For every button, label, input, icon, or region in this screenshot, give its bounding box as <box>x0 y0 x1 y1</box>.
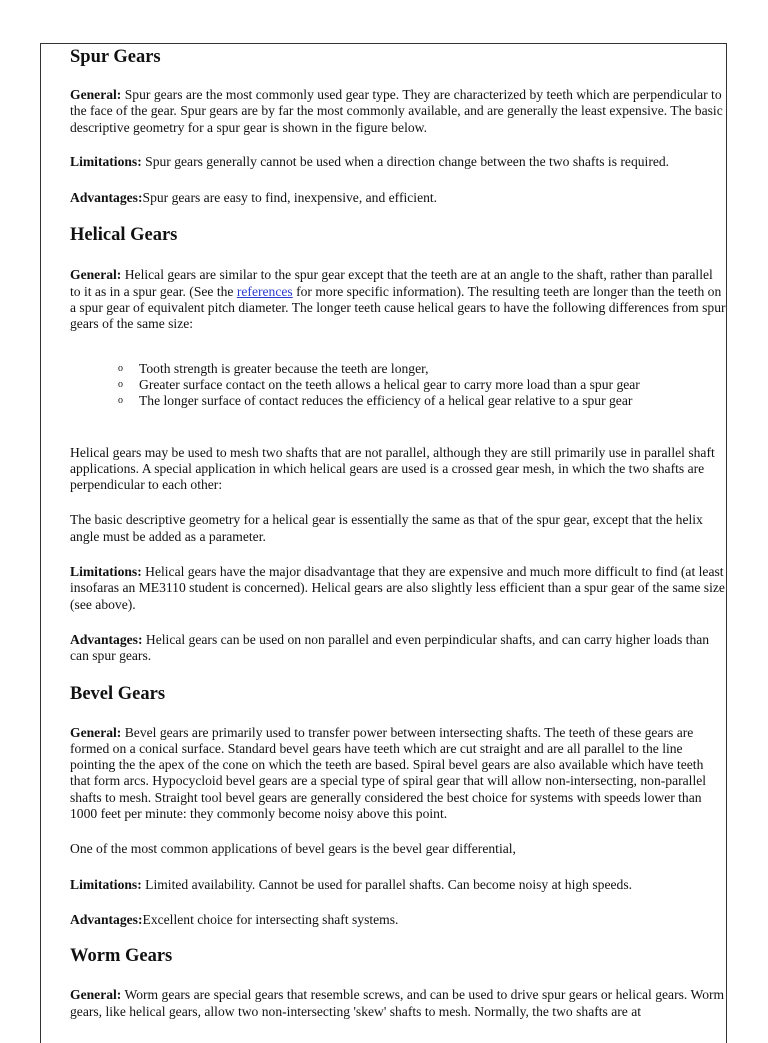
label-general: General: <box>70 987 122 1003</box>
bevel-limitations-text: Limited availability. Cannot be used for parallel shafts. Can become noisy at high speeds. <box>141 876 633 892</box>
helical-differences-list <box>70 361 726 410</box>
bullet-circle-icon: o <box>118 395 123 407</box>
bevel-limitations-paragraph <box>70 877 726 893</box>
label-advantages: Advantages: <box>70 911 143 927</box>
spur-advantages-paragraph <box>70 190 726 206</box>
label-advantages: Advantages: <box>70 631 143 647</box>
worm-general-paragraph <box>70 987 726 1020</box>
spur-advantages-text: Spur gears are easy to find, inexpensive, and efficient. <box>142 190 438 206</box>
spur-general-text: Spur gears are the most commonly used gear type. They are characterized by teeth which are perpendicular to the face of the gear. Spur gears are by far the most commonly available, and are generally the least expensive. The basic descriptive geometry for a spur gear is shown in the figure below. <box>70 87 723 135</box>
bevel-general-paragraph <box>70 725 726 823</box>
label-limitations: Limitations: <box>70 153 142 169</box>
label-general: General: <box>70 724 122 740</box>
helical-advantages-paragraph <box>70 632 726 665</box>
document-page <box>40 43 727 1043</box>
spur-limitations-text: Spur gears generally cannot be used when a direction change between the two shafts is required. <box>141 153 670 169</box>
helical-paragraph-crossed-mesh: Helical gears may be used to mesh two shafts that are not parallel, although they are still primarily use in parallel shaft applications. A special application in which helical gears are used is a crossed gear mesh, in which the two shafts are perpendicular to each other: <box>70 444 715 493</box>
document-content <box>70 46 726 1020</box>
helical-limitations-paragraph <box>70 564 726 613</box>
bevel-paragraph-differential: One of the most common applications of bevel gears is the bevel gear differential, <box>70 841 516 857</box>
list-item-text: Greater surface contact on the teeth allows a helical gear to carry more load than a spur gear <box>139 376 640 392</box>
bullet-circle-icon: o <box>118 362 123 374</box>
section-heading-bevel-gears: Bevel Gears <box>70 683 166 704</box>
section-heading-spur-gears: Spur Gears <box>70 47 161 67</box>
bullet-circle-icon: o <box>118 378 123 390</box>
bevel-advantages-paragraph <box>70 912 726 928</box>
label-limitations: Limitations: <box>70 876 142 892</box>
label-general: General: <box>70 87 122 102</box>
list-item-text: Tooth strength is greater because the teeth are longer, <box>139 360 429 376</box>
label-general: General: <box>70 267 122 283</box>
spur-general-paragraph <box>70 87 726 136</box>
label-limitations: Limitations: <box>70 564 142 580</box>
section-heading-helical-gears: Helical Gears <box>70 225 178 246</box>
references-link[interactable]: references <box>236 283 293 299</box>
helical-general-text-1: Helical gears are similar to the spur gear except that the teeth are at an angle to the shaft, rather than parallel to it as in a spur gear. (See the <box>70 267 713 299</box>
section-heading-worm-gears: Worm Gears <box>70 946 173 967</box>
list-item <box>118 393 726 409</box>
helical-limitations-text: Helical gears have the major disadvantage that they are expensive and much more difficult to find (at least insofaras an ME3110 student is concerned). Helical gears are also slightly less efficient than a spur gear of the same size (see above). <box>70 564 725 612</box>
helical-general-paragraph <box>70 267 726 332</box>
helical-advantages-text: Helical gears can be used on non parallel and even perpindicular shafts, and can carry higher loads than can spur gears. <box>70 631 710 664</box>
list-item-text: The longer surface of contact reduces the efficiency of a helical gear relative to a spur gear <box>139 393 633 409</box>
list-item <box>118 377 726 393</box>
list-item <box>118 361 726 377</box>
worm-general-text: Worm gears are special gears that resemble screws, and can be used to drive spur gears or helical gears. Worm gears, like helical gears, allow two non-intersecting 'skew' shafts to mesh. Normally, the two shafts are at <box>70 987 725 1019</box>
helical-paragraph-geometry: The basic descriptive geometry for a helical gear is essentially the same as that of the spur gear, except that the helix angle must be added as a parameter. <box>70 512 703 544</box>
bevel-general-text: Bevel gears are primarily used to transfer power between intersecting shafts. The teeth of these gears are formed on a conical surface. Standard bevel gears have teeth which are cut straight and are all parallel to the line pointing the the apex of the cone on which the teeth are based. Spiral bevel gears are also available which have teeth that form arcs. Hypocycloid bevel gears are a special type of spiral gear that will allow non-intersecting, non-parallel shafts to mesh. Straight tool bevel gears are generally considered the best choice for systems with speeds lower than 1000 feet per minute: they commonly become noisy above this point. <box>70 724 707 822</box>
label-advantages: Advantages: <box>70 190 143 206</box>
bevel-advantages-text: Excellent choice for intersecting shaft systems. <box>142 911 399 927</box>
spur-limitations-paragraph <box>70 154 726 170</box>
helical-general-text-2: for more specific information). The resulting teeth are longer than the teeth on a spur gear of equivalent pitch diameter. The longer teeth cause helical gears to have the following differences from spur gears of the same size: <box>70 283 726 332</box>
